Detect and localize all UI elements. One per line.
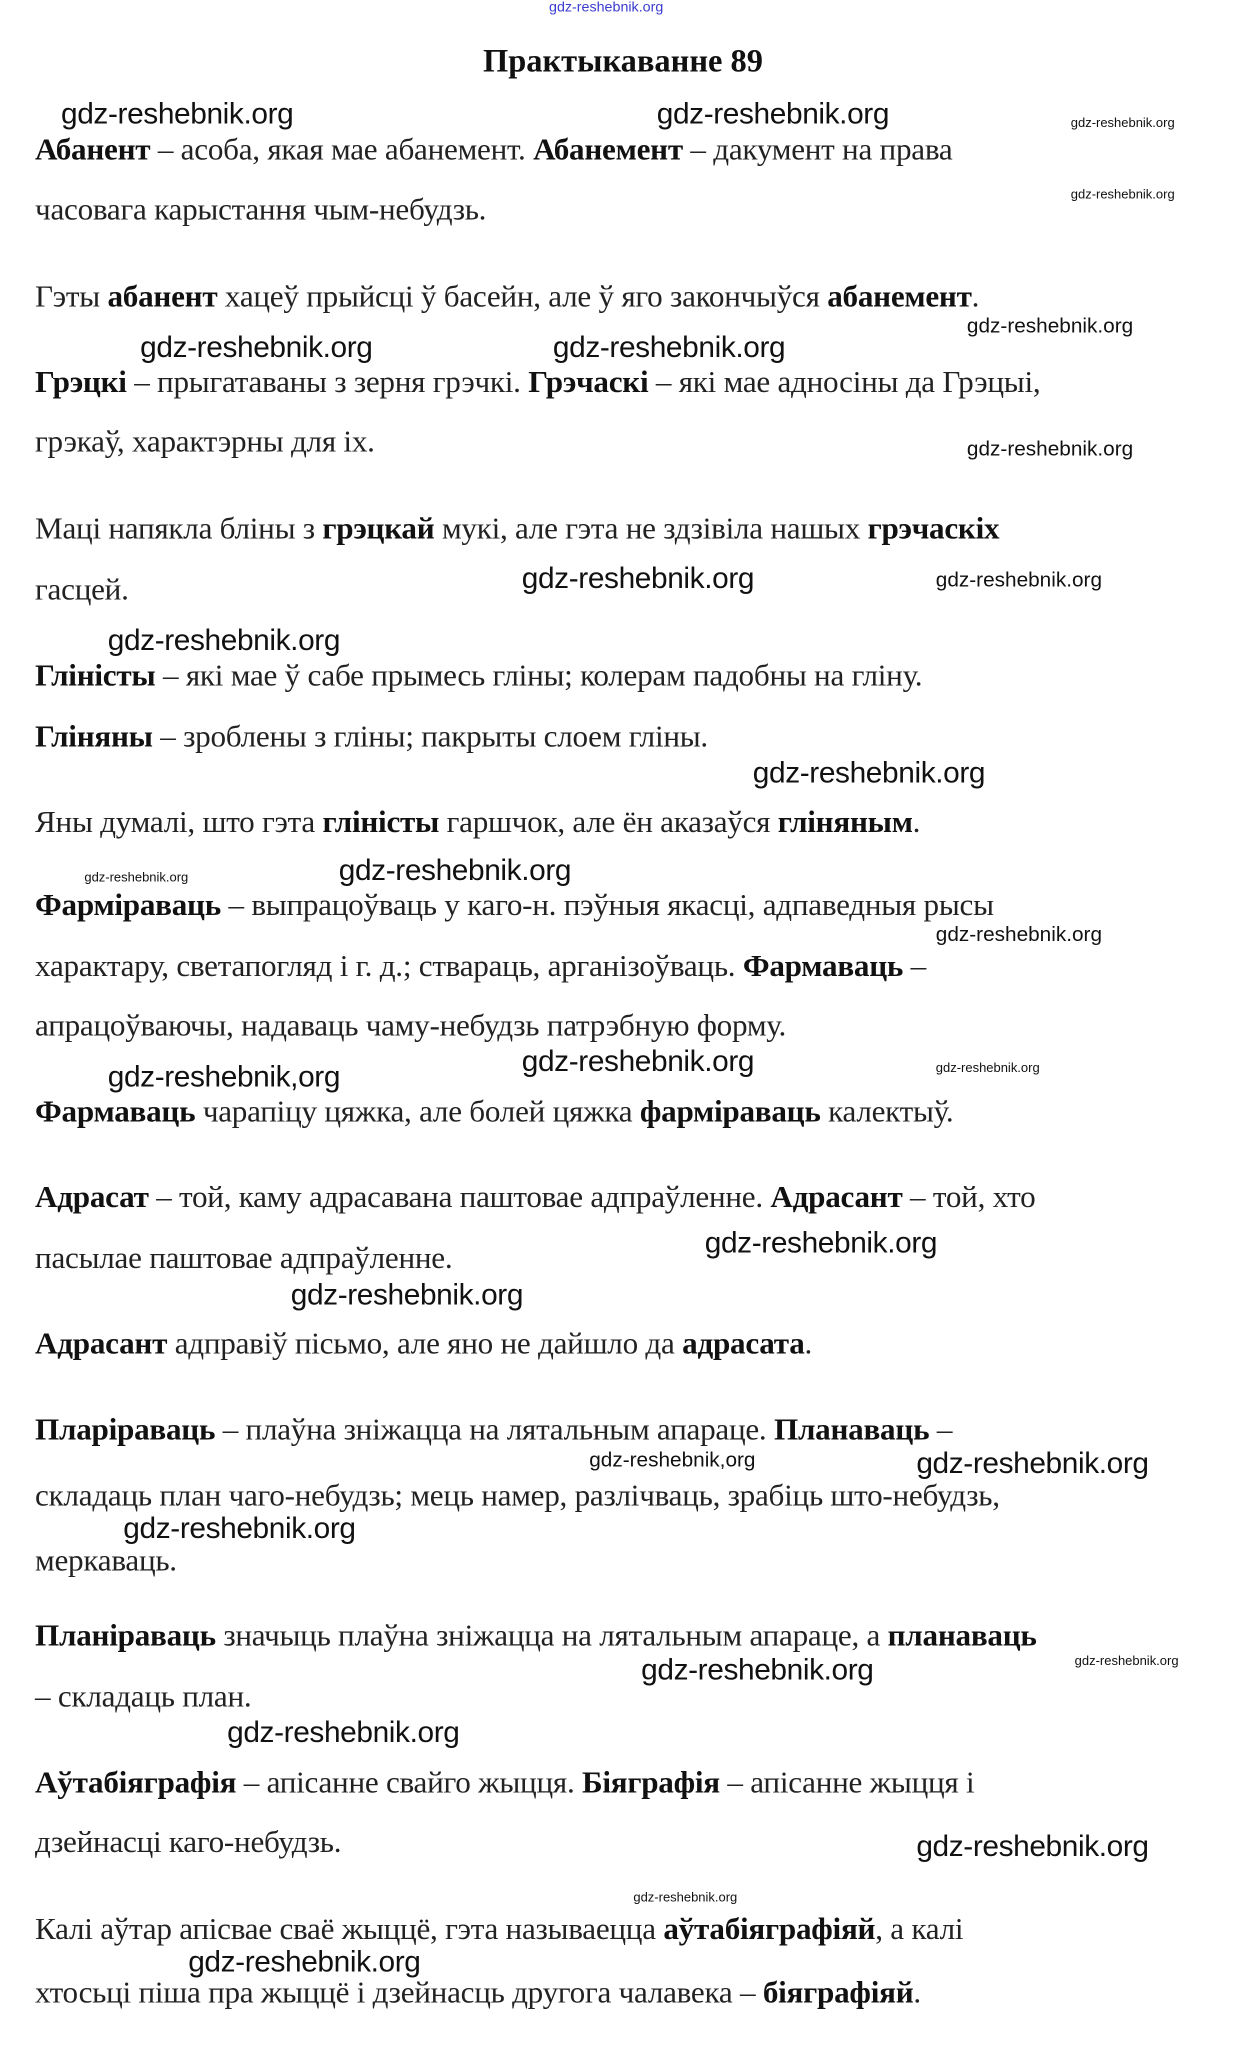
term-bold: абанемент [827,280,972,315]
text-segment: Маці напякла бліны з [35,512,323,547]
watermark: gdz-reshebnik.org [641,1652,874,1686]
text-line [35,1914,963,1945]
term-bold: грэцкай [322,512,435,547]
term-bold: глiністы [322,805,440,840]
text-line [35,135,952,166]
watermark: gdz-reshebnik.org [107,622,341,657]
text-line [35,1011,786,1042]
term-bold: аўтабіяграфіяй [663,1913,876,1947]
watermark: gdz-reshebnik.org [61,96,294,130]
text-line [35,951,926,982]
text-line [35,575,129,606]
watermark: gdz-reshebnik.org [966,315,1134,338]
text-line [35,722,708,753]
text-segment: – дакумент на права [682,133,953,168]
term-bold: Гліняны [35,720,153,755]
text-segment: чарапіцу цяжка, але болей цяжка [195,1095,640,1130]
text-segment: калектыў. [820,1095,954,1130]
text-segment: . [804,1327,813,1362]
text-segment: – асоба, якая мае абанемент. [150,133,534,168]
text-segment: хтосьці піша пра жыццё і дзейнасць другога чалавека – [35,1976,763,2011]
text-line [35,1978,921,2009]
text-segment: , а калі [875,1913,964,1947]
watermark: gdz-reshebnik.org [552,329,786,364]
watermark: gdz-reshebnik.org [1070,188,1175,203]
text-segment: складаць план чаго-небудзь; мець намер, разлічваць, зрабіць што-небудзь, [35,1479,1000,1514]
text-line [35,890,994,921]
term-bold: Планіраваць [35,1619,216,1654]
text-line [35,1329,812,1360]
text-segment: апрацоўваючы, надаваць чаму-небудзь патрэбную форму. [35,1009,787,1044]
term-bold: Адрасат [35,1181,149,1215]
text-segment: адправіў пісьмо, але яно не дайшло да [167,1327,683,1362]
term-bold: Адрасант [770,1181,903,1215]
text-segment: часовага карыстання чым-небудзь. [35,193,487,228]
term-bold: Глiністы [35,659,156,694]
term-bold: Аўтабіяграфія [35,1766,237,1801]
text-line [35,1827,341,1858]
text-segment: – плаўна зніжацца на лятальным апараце. [215,1413,774,1448]
text-line [35,661,922,692]
term-bold: Абанент [35,133,151,168]
page-title: Практыкаванне 89 [482,44,764,80]
term-bold: Грэцкі [35,366,127,400]
term-bold: планаваць [887,1619,1037,1654]
text-segment: – [929,1413,953,1448]
term-bold: Грэчаскі [528,366,649,400]
term-bold: Біяграфія [582,1766,720,1801]
watermark: gdz-reshebnik.org [935,569,1103,592]
text-segment: – выпрацоўваць у каго-н. пэўныя якасці, адпаведныя рысы [220,889,994,923]
term-bold: Абанемент [533,133,683,168]
watermark: gdz-reshebnik.org [123,1510,356,1545]
watermark: gdz-reshebnik.org [916,1828,1149,1863]
watermark: gdz-reshebnik.org [290,1277,524,1311]
text-line [35,282,979,313]
text-line [35,1182,1035,1213]
term-bold: грэчаскіх [867,512,1000,547]
watermark: gdz-reshebnik.org [966,438,1134,461]
text-line [35,1097,953,1128]
text-segment: меркаваць. [35,1544,177,1579]
text-segment: – апісанне жыцця і [719,1766,975,1801]
term-bold: фарміраваць [639,1095,821,1130]
term-bold: Фарміраваць [35,889,221,923]
watermark: gdz-reshebnik.org [752,755,986,790]
text-segment: хацеў прыйсці ў басейн, але ў яго закончыўся [217,280,828,315]
watermark: gdz-reshebnik.org [704,1225,938,1259]
text-line [35,514,999,545]
watermark: gdz-reshebnik.org [1070,116,1175,132]
text-line [35,1546,177,1577]
text-segment: – [903,950,926,984]
watermark: gdz-reshebnik.org [188,1944,421,1978]
text-segment: . [913,1976,921,2011]
watermark: gdz-reshebnik.org [633,1891,738,1906]
term-bold: Пларіраваць [35,1413,216,1448]
text-segment: . [912,805,921,840]
text-line [35,1243,452,1274]
text-line [35,427,375,458]
term-bold: адрасата [682,1327,805,1362]
text-segment: характару, светапогляд і г. д.; ствараць, арганізоўваць. [35,950,743,984]
text-segment: Яны думалі, што гэта [35,805,323,840]
watermark: gdz-reshebnik.org [84,870,189,886]
text-segment: гасцей. [35,573,129,608]
watermark: gdz-reshebnik.org [549,0,664,16]
watermark: gdz-reshebnik.org [656,96,890,130]
watermark: gdz-reshebnik.org [227,1714,460,1749]
text-segment: – прыгатаваны з зерня грэчкі. [126,366,529,400]
text-segment: пасылае паштовае адпраўленне. [35,1242,453,1276]
text-segment: значыць плаўна зніжацца на лятальным апараце, а [215,1619,888,1654]
text-segment: грэкаў, характэрны для іх. [35,425,375,460]
text-segment: – зроблены з гліны; пакрыты слоем гліны. [152,720,708,755]
text-line [35,1768,974,1799]
watermark: gdz-reshebnik.org [916,1445,1149,1480]
text-segment: . [971,280,980,315]
term-bold: Адрасант [35,1327,168,1362]
watermark: gdz-reshebnik.org [521,1043,755,1078]
text-segment: мукі, але гэта не здзівіла нашых [434,512,868,547]
text-line [35,195,486,226]
term-bold: гліняным [777,805,913,840]
text-line [35,1621,1037,1652]
text-line [35,1481,1000,1512]
watermark: gdz-reshebnik.org [935,1061,1040,1076]
text-segment: гаршчок, але ён аказаўся [439,805,778,840]
text-segment: – які мае адносіны да Грэцыі, [648,366,1041,400]
watermark: gdz-reshebnik.org [1074,1654,1179,1670]
text-line [35,1682,251,1713]
text-segment: Гэты [35,280,108,315]
text-line [35,807,920,838]
watermark: gdz-reshebnik,org [107,1059,341,1093]
term-bold: біяграфіяй [762,1976,914,2011]
watermark: gdz-reshebnik,org [589,1449,756,1472]
watermark: gdz-reshebnik.org [140,329,373,364]
text-segment: – складаць план. [35,1680,252,1715]
watermark: gdz-reshebnik.org [935,924,1103,947]
text-line [35,1415,952,1446]
text-segment: – які мае ў сабе прымесь гліны; колерам падобны на гліну. [155,659,923,694]
term-bold: Фармаваць [742,950,904,984]
text-segment: – апісанне свайго жыцця. [236,1766,583,1801]
text-segment: дзейнасці каго-небудзь. [35,1826,342,1860]
watermark: gdz-reshebnik.org [521,560,755,595]
text-segment: – той, каму адрасавана паштовае адпраўленне. [148,1181,771,1215]
term-bold: абанент [107,280,218,315]
term-bold: Планаваць [773,1413,930,1448]
text-segment: Калі аўтар апісвае сваё жыццё, гэта называецца [35,1913,664,1947]
watermark: gdz-reshebnik.org [338,852,572,887]
text-line [35,367,1040,398]
text-segment: – той, хто [902,1181,1036,1215]
term-bold: Фармаваць [35,1095,196,1130]
